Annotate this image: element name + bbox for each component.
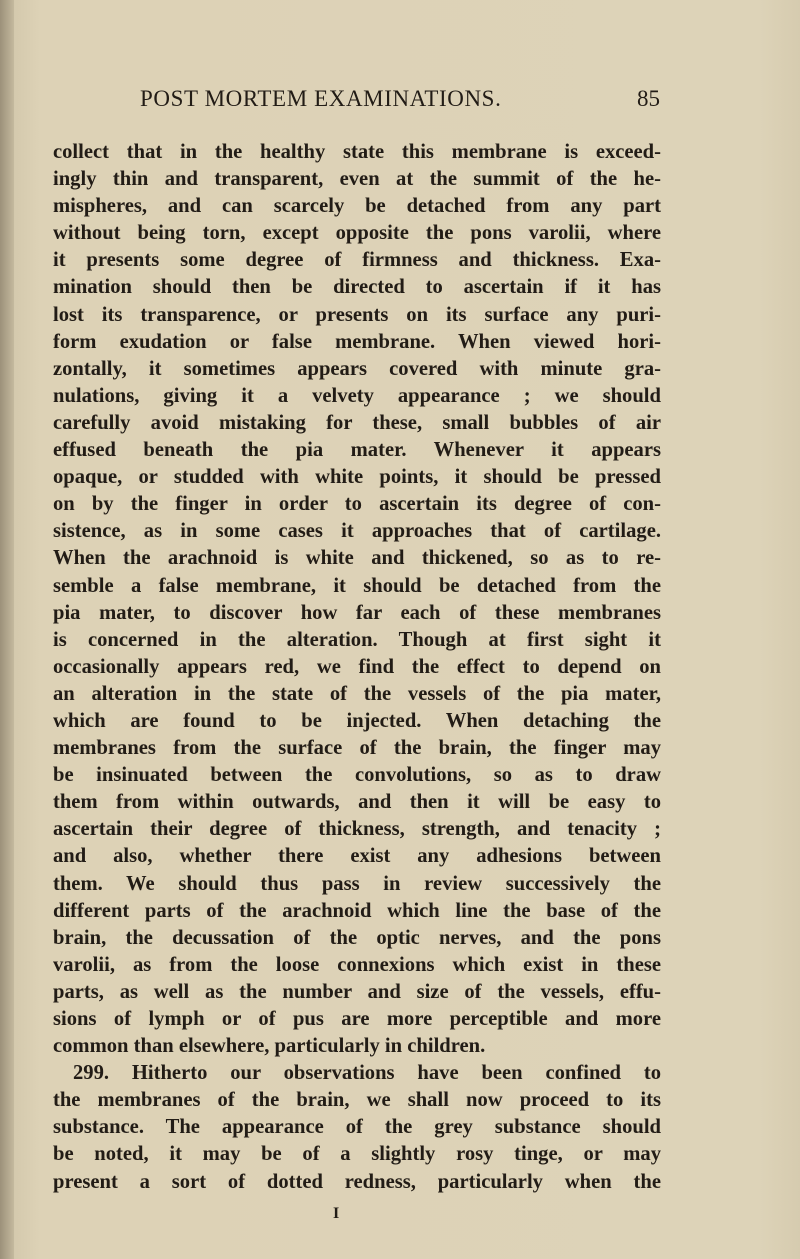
text-line: common than elsewhere, particularly in children. [53,1035,486,1058]
text-line: opaque, or studded with white points, it should be pressed [53,466,661,489]
text-line: sions of lymph or of pus are more perceptible and more [53,1008,661,1030]
text-line: be noted, it may be of a slightly rosy tinge, or may [53,1143,661,1166]
text-line: and also, whether there exist any adhesions between [53,845,661,868]
page-header [140,86,660,116]
text-line: semble a false membrane, it should be detached from the [53,574,661,597]
text-line: substance. The appearance of the grey substance should [53,1116,661,1139]
text-line: which are found to be injected. When detaching the [53,709,661,732]
text-line: ascertain their degree of thickness, strength, and tenacity ; [53,818,661,841]
text-line: is concerned in the alteration. Though at first sight it [53,628,661,651]
running-head: POST MORTEM EXAMINATIONS. [140,86,502,111]
text-line: present a sort of dotted redness, particularly when the [53,1170,661,1193]
text-line: 299. Hitherto our observations have been confined to [73,1062,661,1085]
text-line: occasionally appears red, we find the effect to depend on [53,655,661,678]
body-text [53,139,661,1196]
text-line: form exudation or false membrane. When viewed hori- [53,330,661,353]
text-line: brain, the decussation of the optic nerves, and the pons [53,926,661,949]
text-line: ingly thin and transparent, even at the summit of the he- [53,168,661,191]
text-line: nulations, giving it a velvety appearance ; we should [53,384,661,407]
text-line: mination should then be directed to ascertain if it has [53,276,661,299]
text-line: be insinuated between the convolutions, so as to draw [53,764,661,787]
text-line: an alteration in the state of the vessels of the pia mater, [53,682,661,705]
text-line: it presents some degree of firmness and thickness. Exa- [53,249,661,272]
text-line: mispheres, and can scarcely be detached from any part [53,195,661,218]
text-line: lost its transparence, or presents on its surface any puri- [53,303,661,326]
text-line: When the arachnoid is white and thickened, so as to re- [53,547,661,570]
page-number: 85 [637,86,660,111]
text-line: parts, as well as the number and size of the vessels, effu- [53,980,661,1003]
text-line: them from within outwards, and then it will be easy to [53,791,661,814]
text-line: them. We should thus pass in review successively the [53,872,661,895]
text-line: the membranes of the brain, we shall now proceed to its [53,1089,661,1112]
text-line: collect that in the healthy state this membrane is exceed- [53,141,661,163]
text-line: sistence, as in some cases it approaches that of cartilage. [53,520,661,543]
text-line: membranes from the surface of the brain, the finger may [53,737,661,760]
page-binding-edge [0,0,14,1259]
text-line: pia mater, to discover how far each of these membranes [53,601,661,624]
text-line: effused beneath the pia mater. Whenever it appears [53,439,661,462]
text-line: without being torn, except opposite the pons varolii, where [53,222,661,245]
signature-mark: I [333,1205,340,1222]
text-line: carefully avoid mistaking for these, small bubbles of air [53,411,661,434]
text-line: zontally, it sometimes appears covered with minute gra- [53,357,661,380]
text-line: varolii, as from the loose connexions which exist in these [53,953,661,976]
text-line: different parts of the arachnoid which line the base of the [53,899,661,922]
text-line: on by the finger in order to ascertain its degree of con- [53,493,661,516]
